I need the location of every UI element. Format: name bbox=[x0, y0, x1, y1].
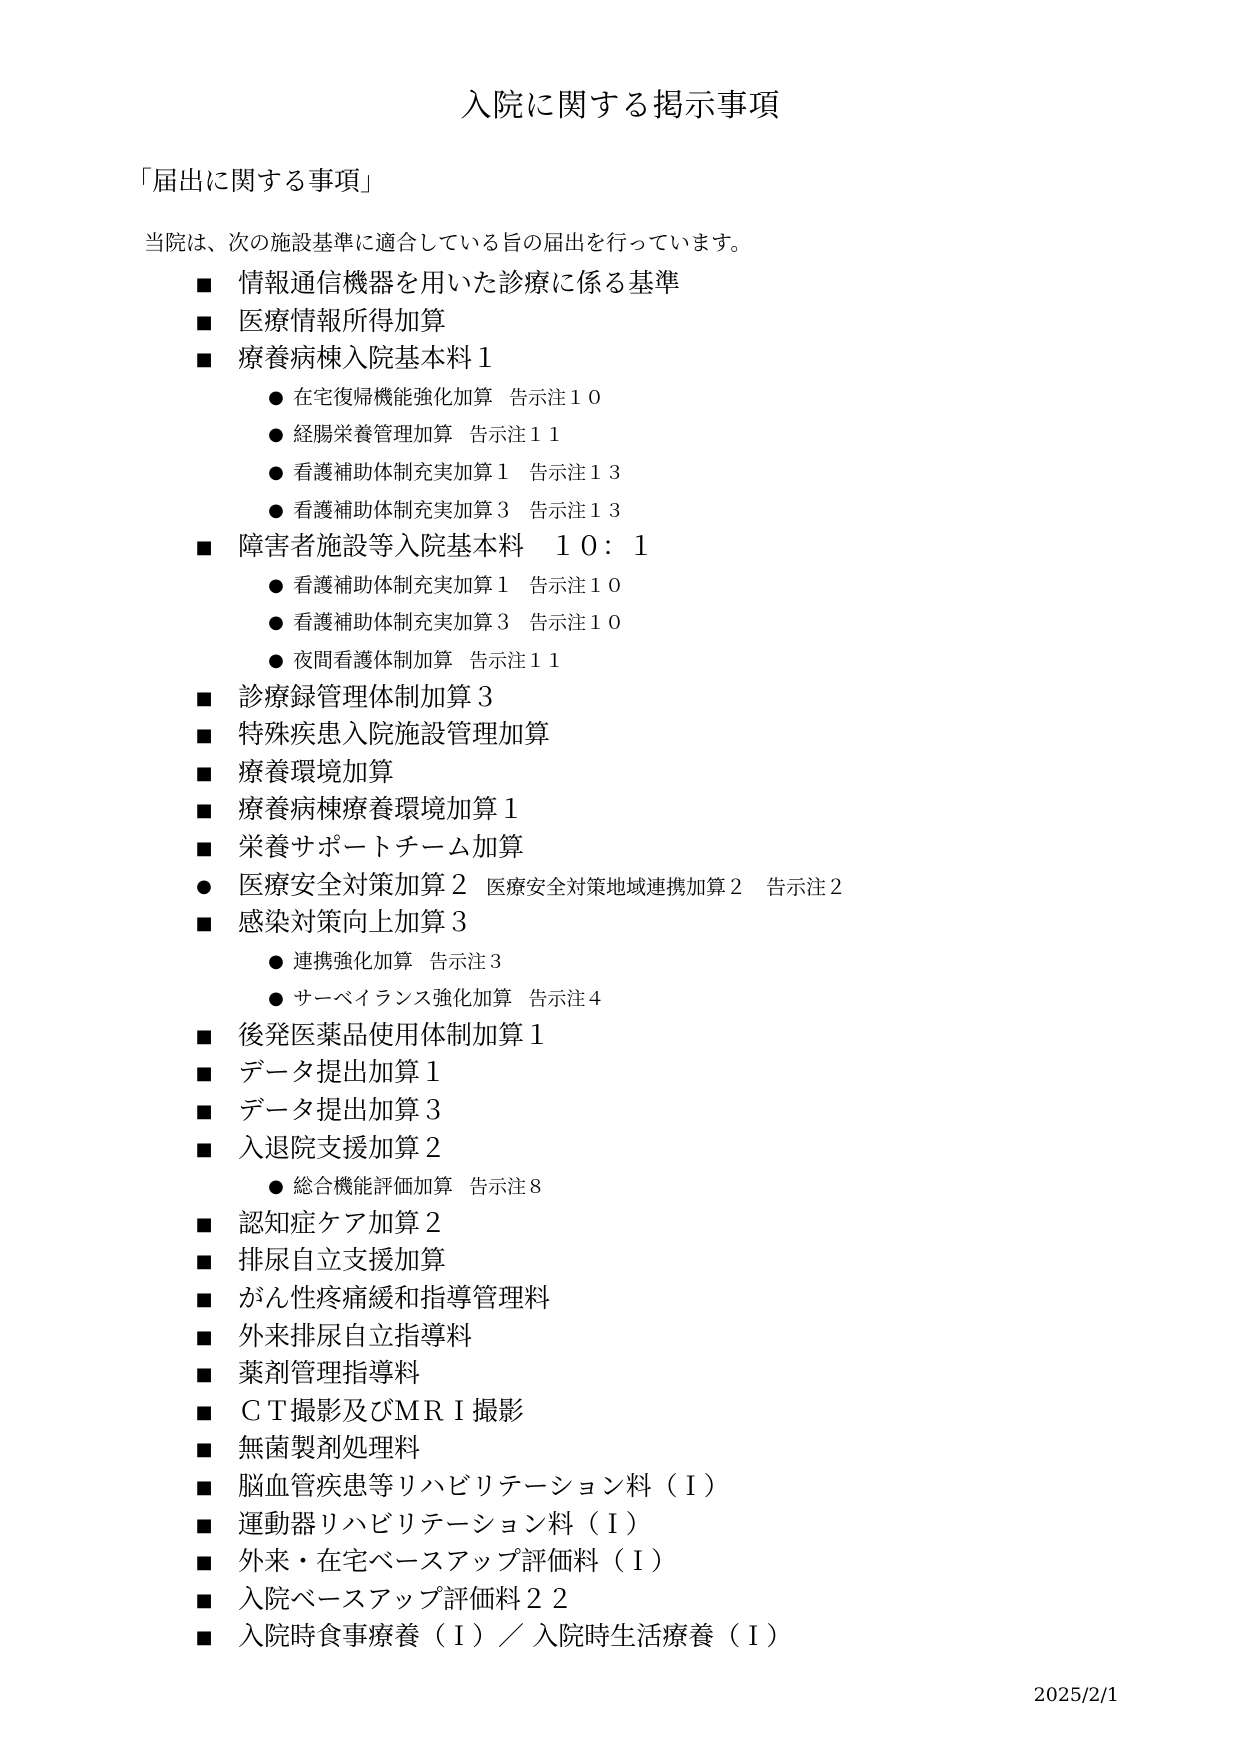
list-item-text bbox=[293, 1168, 545, 1207]
list-item-label: ＣＴ撮影及びＭＲＩ撮影 bbox=[238, 1396, 525, 1427]
list-item-note: 告示注３ bbox=[429, 950, 506, 973]
list-item-text bbox=[293, 567, 624, 606]
square-bullet-icon: ■ bbox=[195, 913, 213, 935]
list-item-note: 医療安全対策地域連携加算２ 告示注２ bbox=[486, 874, 847, 899]
list-item bbox=[0, 1281, 1241, 1319]
square-bullet-icon: ■ bbox=[195, 1589, 213, 1611]
list-item-text bbox=[238, 1243, 446, 1281]
list-item-text bbox=[238, 1281, 550, 1319]
list-item-text bbox=[238, 1619, 792, 1657]
square-bullet-icon: ■ bbox=[195, 725, 213, 747]
round-bullet-icon: ● bbox=[268, 461, 284, 483]
square-bullet-icon: ■ bbox=[195, 837, 213, 859]
list-item-label: データ提出加算３ bbox=[238, 1096, 447, 1127]
square-bullet-icon: ■ bbox=[195, 1552, 213, 1574]
sub-list-item bbox=[0, 454, 1241, 492]
list-item-text bbox=[238, 868, 846, 907]
list-item-text bbox=[238, 266, 680, 304]
round-bullet-icon: ● bbox=[196, 875, 212, 897]
square-bullet-icon: ■ bbox=[195, 1514, 213, 1536]
list-item-text bbox=[238, 1507, 652, 1545]
list-item-label: 看護補助体制充実加算１ bbox=[293, 459, 513, 484]
document-date: 2025/2/1 bbox=[1033, 1684, 1119, 1706]
list-item-text bbox=[238, 1356, 420, 1394]
list-item-label: 障害者施設等入院基本料 １０：１ bbox=[238, 532, 655, 563]
facility-standards-list bbox=[0, 266, 1241, 1657]
list-item-label: 入院ベースアップ評価料２２ bbox=[238, 1584, 573, 1615]
list-item-label: 看護補助体制充実加算３ bbox=[293, 610, 513, 635]
list-item-text bbox=[293, 454, 624, 493]
square-bullet-icon: ■ bbox=[195, 1401, 213, 1423]
list-item-label: 総合機能評価加算 bbox=[293, 1174, 453, 1199]
list-item-text bbox=[238, 529, 654, 567]
square-bullet-icon: ■ bbox=[195, 1627, 213, 1649]
square-bullet-icon: ■ bbox=[195, 762, 213, 784]
list-item bbox=[0, 1018, 1241, 1056]
square-bullet-icon: ■ bbox=[195, 274, 213, 295]
page-title: 入院に関する掲示事項 bbox=[460, 88, 781, 124]
sub-list-item bbox=[0, 642, 1241, 680]
list-item-label: 脳血管疾患等リハビリテーション料（Ｉ） bbox=[238, 1472, 730, 1502]
square-bullet-icon: ■ bbox=[195, 1025, 213, 1047]
sub-list-item bbox=[0, 604, 1241, 642]
square-bullet-icon: ■ bbox=[195, 1101, 213, 1123]
list-item-text bbox=[238, 1582, 573, 1620]
list-item-text bbox=[238, 1018, 550, 1056]
sub-list-item bbox=[0, 980, 1241, 1018]
list-item-text bbox=[238, 1055, 446, 1093]
list-item-text bbox=[293, 980, 604, 1019]
list-item-label: 医療情報所得加算 bbox=[238, 306, 447, 337]
list-item bbox=[0, 1243, 1241, 1281]
list-item-text bbox=[238, 1319, 472, 1357]
list-item bbox=[0, 1544, 1241, 1582]
list-item-label: 運動器リハビリテーション料（Ｉ） bbox=[238, 1509, 652, 1540]
square-bullet-icon: ■ bbox=[195, 1063, 213, 1085]
list-item-note: 告示注１０ bbox=[529, 612, 625, 635]
list-item bbox=[0, 1431, 1241, 1469]
list-item bbox=[0, 1319, 1241, 1357]
list-item-text bbox=[238, 905, 472, 943]
section-heading: 「届出に関する事項」 bbox=[126, 167, 387, 197]
square-bullet-icon: ■ bbox=[195, 311, 213, 333]
list-item-note: 告示注１１ bbox=[469, 649, 565, 672]
list-item bbox=[0, 905, 1241, 943]
list-item bbox=[0, 868, 1241, 906]
list-item-label: 療養環境加算 bbox=[238, 757, 395, 788]
list-item-label: 療養病棟入院基本料１ bbox=[238, 344, 499, 375]
list-item-text bbox=[238, 680, 498, 718]
list-item-note: 告示注１３ bbox=[529, 461, 625, 484]
list-item-text bbox=[293, 943, 505, 982]
list-item-text bbox=[238, 1394, 524, 1432]
list-item-text bbox=[238, 341, 498, 379]
list-item bbox=[0, 341, 1241, 379]
list-item-label: 感染対策向上加算３ bbox=[238, 908, 473, 939]
list-item-label: 在宅復帰機能強化加算 bbox=[293, 384, 493, 409]
list-item-label: 入退院支援加算２ bbox=[238, 1133, 447, 1164]
list-item-note: 告示注４ bbox=[528, 988, 605, 1011]
list-item-label: 無菌製剤処理料 bbox=[238, 1434, 421, 1465]
square-bullet-icon: ■ bbox=[195, 1138, 213, 1160]
list-item-label: 栄養サポートチーム加算 bbox=[238, 832, 525, 863]
square-bullet-icon: ■ bbox=[195, 800, 213, 822]
sub-list-item bbox=[0, 492, 1241, 530]
list-item bbox=[0, 792, 1241, 830]
list-item-label: 入院時食事療養（Ｉ）／ 入院時生活療養（Ｉ） bbox=[238, 1622, 793, 1653]
list-item bbox=[0, 1131, 1241, 1169]
list-item-text bbox=[238, 1469, 730, 1507]
list-item bbox=[0, 1469, 1241, 1507]
sub-list-item bbox=[0, 416, 1241, 454]
list-item bbox=[0, 1619, 1241, 1657]
round-bullet-icon: ● bbox=[268, 499, 284, 521]
list-item-note: 告示注８ bbox=[469, 1176, 546, 1199]
list-item-label: 特殊疾患入院施設管理加算 bbox=[238, 720, 551, 751]
round-bullet-icon: ● bbox=[268, 988, 284, 1010]
list-item-note: 告示注１０ bbox=[529, 574, 625, 597]
list-item bbox=[0, 1093, 1241, 1131]
list-item-note: 告示注１１ bbox=[469, 424, 565, 447]
sub-list-item bbox=[0, 567, 1241, 605]
list-item bbox=[0, 529, 1241, 567]
list-item-text bbox=[293, 416, 564, 455]
list-item bbox=[0, 830, 1241, 868]
list-item-text bbox=[293, 642, 564, 681]
list-item-text bbox=[238, 1131, 446, 1169]
square-bullet-icon: ■ bbox=[195, 1326, 213, 1348]
list-item-label: 診療録管理体制加算３ bbox=[238, 682, 499, 713]
square-bullet-icon: ■ bbox=[195, 1289, 213, 1311]
list-item-note: 告示注１３ bbox=[529, 499, 625, 522]
list-item-label: 看護補助体制充実加算１ bbox=[293, 572, 513, 597]
list-item-label: 薬剤管理指導料 bbox=[238, 1359, 421, 1390]
list-item-text bbox=[238, 755, 394, 793]
square-bullet-icon: ■ bbox=[195, 1477, 213, 1498]
square-bullet-icon: ■ bbox=[195, 687, 213, 709]
list-item-label: データ提出加算１ bbox=[238, 1058, 447, 1089]
square-bullet-icon: ■ bbox=[195, 349, 213, 371]
list-item bbox=[0, 680, 1241, 718]
list-item-label: 外来・在宅ベースアップ評価料（Ｉ） bbox=[238, 1547, 677, 1578]
round-bullet-icon: ● bbox=[268, 574, 284, 596]
list-item-label: 連携強化加算 bbox=[293, 948, 413, 973]
list-item-label: 療養病棟療養環境加算１ bbox=[238, 795, 525, 826]
list-item-text bbox=[238, 792, 524, 830]
square-bullet-icon: ■ bbox=[195, 1251, 213, 1273]
list-item-text bbox=[238, 1431, 420, 1469]
list-item-label: がん性疼痛緩和指導管理料 bbox=[238, 1284, 551, 1315]
list-item-label: 情報通信機器を用いた診療に係る基準 bbox=[238, 269, 681, 299]
list-item-text bbox=[293, 379, 604, 418]
list-item-text bbox=[238, 830, 524, 868]
round-bullet-icon: ● bbox=[268, 386, 284, 408]
list-item-text bbox=[238, 1544, 677, 1582]
list-item bbox=[0, 1394, 1241, 1432]
list-item-label: 経腸栄養管理加算 bbox=[293, 422, 453, 447]
list-item-text bbox=[238, 717, 550, 755]
list-item-label: 夜間看護体制加算 bbox=[293, 647, 453, 672]
square-bullet-icon: ■ bbox=[195, 1213, 213, 1235]
list-item-note: 告示注１０ bbox=[509, 386, 605, 409]
square-bullet-icon: ■ bbox=[195, 1439, 213, 1461]
list-item-text bbox=[293, 604, 624, 643]
round-bullet-icon: ● bbox=[268, 612, 284, 634]
sub-list-item bbox=[0, 1168, 1241, 1206]
list-item-text bbox=[293, 492, 624, 531]
list-item bbox=[0, 717, 1241, 755]
list-item-label: 認知症ケア加算２ bbox=[238, 1208, 447, 1239]
intro-text: 当院は、次の施設基準に適合している旨の届出を行っています。 bbox=[144, 231, 752, 255]
sub-list-item bbox=[0, 379, 1241, 417]
list-item-label: 排尿自立支援加算 bbox=[238, 1246, 447, 1277]
list-item-label: 看護補助体制充実加算３ bbox=[293, 497, 513, 522]
list-item-label: 後発医薬品使用体制加算１ bbox=[238, 1020, 551, 1051]
list-item bbox=[0, 304, 1241, 342]
round-bullet-icon: ● bbox=[268, 950, 284, 972]
list-item bbox=[0, 755, 1241, 793]
list-item bbox=[0, 1206, 1241, 1244]
list-item-label: 外来排尿自立指導料 bbox=[238, 1321, 473, 1352]
list-item-label: 医療安全対策加算２ bbox=[238, 870, 473, 901]
round-bullet-icon: ● bbox=[268, 1176, 284, 1198]
sub-list-item bbox=[0, 943, 1241, 981]
list-item bbox=[0, 266, 1241, 304]
list-item bbox=[0, 1055, 1241, 1093]
list-item-label: サーベイランス強化加算 bbox=[293, 986, 513, 1011]
list-item bbox=[0, 1356, 1241, 1394]
square-bullet-icon: ■ bbox=[195, 1364, 213, 1386]
round-bullet-icon: ● bbox=[268, 649, 284, 671]
list-item-text bbox=[238, 304, 446, 342]
list-item-text bbox=[238, 1206, 446, 1244]
list-item-text bbox=[238, 1093, 446, 1131]
list-item bbox=[0, 1507, 1241, 1545]
square-bullet-icon: ■ bbox=[195, 537, 213, 559]
round-bullet-icon: ● bbox=[268, 424, 284, 446]
list-item bbox=[0, 1582, 1241, 1620]
